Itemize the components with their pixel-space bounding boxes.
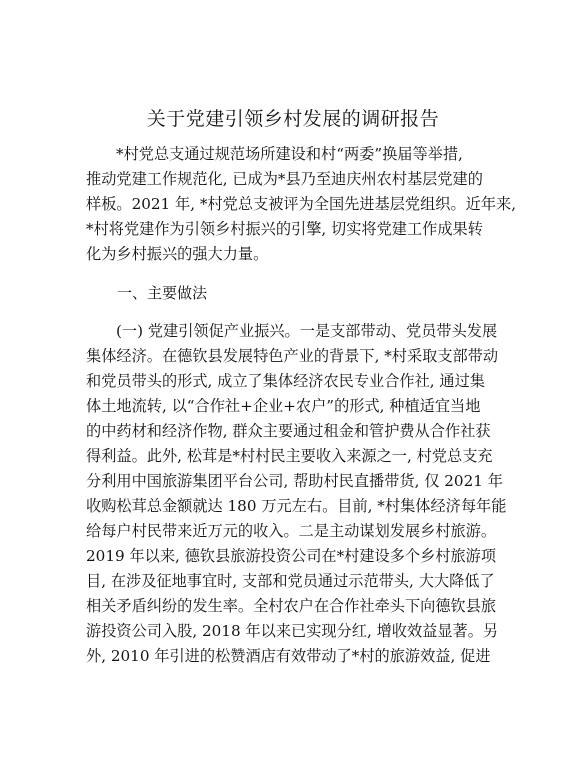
intro-line-2: 推动党建工作规范化, 已成为*县乃至迪庆州农村基层党建的 [86, 170, 483, 188]
document-title: 关于党建引领乡村发展的调研报告 [146, 108, 440, 130]
body-line-9: 给每户村民带来近万元的收入。二是主动谋划发展乡村旅游。 [86, 522, 497, 540]
section-heading: 一、主要做法 [117, 284, 208, 302]
body-line-3: 和党员带头的形式, 成立了集体经济农民专业合作社, 通过集 [86, 372, 485, 390]
body-line-4: 体土地流转, 以“合作社+企业+农户”的形式, 种植适宜当地 [86, 397, 481, 415]
body-line-11: 目, 在涉及征地事宜时, 支部和党员通过示范带头, 大大降低了 [86, 572, 495, 590]
intro-line-1: *村党总支通过规范场所建设和村“两委”换届等举措, [116, 145, 463, 163]
intro-line-5: 化为乡村振兴的强大力量。 [86, 245, 269, 263]
body-line-13: 游投资公司入股, 2018 年以来已实现分红, 增收效益显著。另 [86, 622, 499, 640]
body-line-5: 的中药材和经济作物, 群众主要通过租金和管护费从合作社获 [86, 422, 491, 440]
body-line-8: 收购松茸总金额就达 180 万元左右。目前, *村集体经济每年能 [86, 497, 507, 515]
body-line-7: 分利用中国旅游集团平台公司, 帮助村民直播带货, 仅 2021 年 [86, 472, 503, 490]
intro-line-3: 样板。2021 年, *村党总支被评为全国先进基层党组织。近年来, [86, 195, 517, 213]
body-line-6: 得利益。此外, 松茸是*村村民主要收入来源之一, 村党总支充 [86, 447, 493, 465]
body-line-1: (一) 党建引领促产业振兴。一是支部带动、党员带头发展 [116, 322, 498, 340]
body-line-10: 2019 年以来, 德钦县旅游投资公司在*村建设多个乡村旅游项 [86, 547, 497, 565]
body-line-2: 集体经济。在德钦县发展特色产业的背景下, *村采取支部带动 [86, 347, 499, 365]
body-line-12: 相关矛盾纠纷的发生率。全村农户在合作社牵头下向德钦县旅 [86, 597, 497, 615]
body-line-14: 外, 2010 年引进的松赞酒店有效带动了*村的旅游效益, 促进 [86, 647, 491, 665]
intro-line-4: *村将党建作为引领乡村振兴的引擎, 切实将党建工作成果转 [86, 220, 483, 238]
